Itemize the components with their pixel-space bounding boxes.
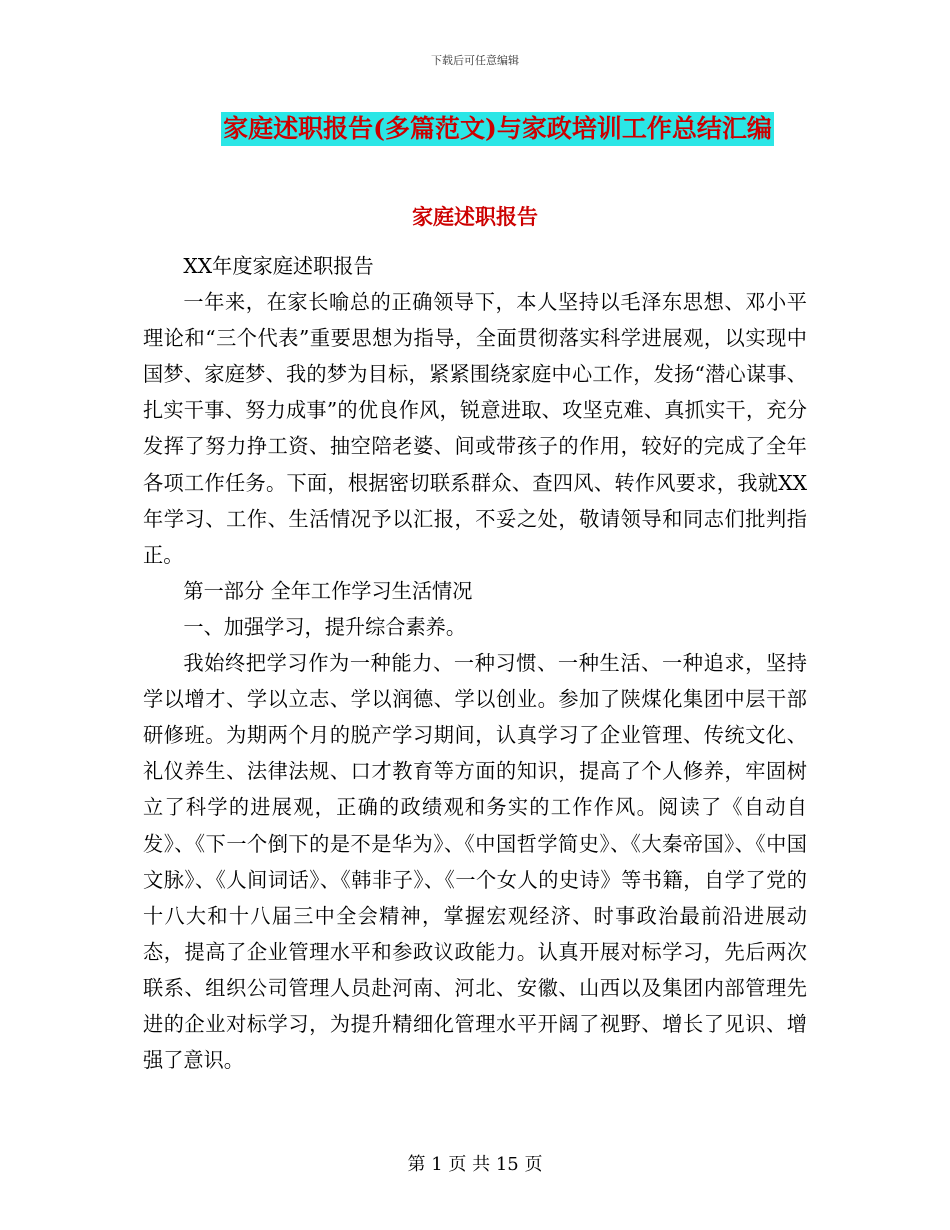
main-title: 家庭述职报告(多篇范文)与家政培训工作总结汇编: [221, 112, 774, 146]
paragraph-part-one-heading: 第一部分 全年工作学习生活情况: [183, 578, 473, 603]
paragraph-study: 我始终把学习作为一种能力、一种习惯、一种生活、一种追求，坚持学以增才、学以立志、学以润德、学以创业。参加了陕煤化集团中层干部研修班。为期两个月的脱产学习期间，认真学习了企业管理、传统文化、礼仪养生、法律法规、口才教育等方面的知识，提高了个人修养，牢固树立了科学的进展观，正确的政绩观和务实的工作作风。阅读了《自动自发》、《下一个倒下的是不是华为》、《中国哲学简史》、《大秦帝国》、《中国文脉》、《人间词话》、《韩非子》、《一个女人的史诗》等书籍，自学了党的十八大和十八届三中全会精神，掌握宏观经济、时事政治最前沿进展动态，提高了企业管理水平和参政议政能力。认真开展对标学习，先后两次联系、组织公司管理人员赴河南、河北、安徽、山西以及集团内部管理先进的企业对标学习，为提升精细化管理水平开阔了视野、增长了见识、增强了意识。: [143, 651, 807, 1073]
main-title-container: [0, 112, 950, 146]
document-body: [143, 248, 807, 1078]
paragraph-report-heading: XX年度家庭述职报告: [183, 254, 374, 278]
header-note: 下载后可任意编辑: [431, 54, 519, 67]
section-title: 家庭述职报告: [412, 204, 538, 229]
paragraph-intro: 一年来，在家长喻总的正确领导下，本人坚持以毛泽东思想、邓小平理论和“三个代表”重要思想为指导，全面贯彻落实科学进展观，以实现中国梦、家庭梦、我的梦为目标，紧紧围绕家庭中心工作，发扬“潜心谋事、扎实干事、努力成事”的优良作风，锐意进取、攻坚克难、真抓实干，充分发挥了努力挣工资、抽空陪老婆、间或带孩子的作用，较好的完成了全年各项工作任务。下面，根据密切联系群众、查四风、转作风要求，我就XX年学习、工作、生活情况予以汇报，不妥之处，敬请领导和同志们批判指正。: [143, 290, 807, 567]
paragraph-subheading-study: 一、加强学习，提升综合素养。: [183, 614, 467, 639]
page-footer: 第 1 页 共 15 页: [407, 1154, 543, 1175]
